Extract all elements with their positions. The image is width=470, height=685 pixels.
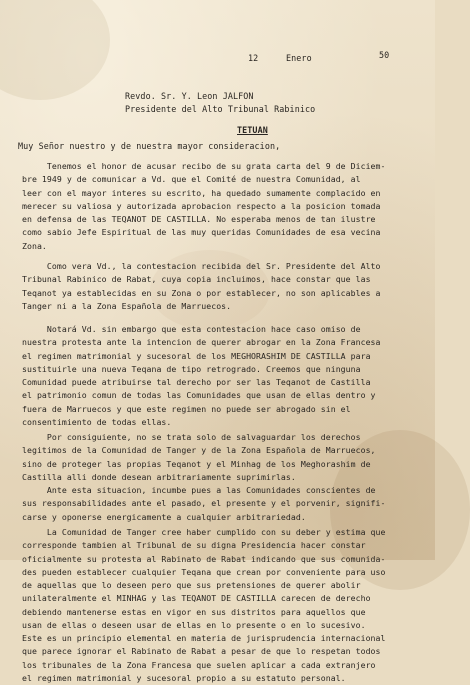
text-line: Comunidad puede atribuirse tal derecho por ser las Teqanot de Castilla	[22, 377, 371, 387]
text-line: el patrimonio comun de todas las Comunidades que usan de ellas dentro y	[22, 390, 376, 401]
text-line: legitimos de la Comunidad de Tanger y de la Zona Española de Marruecos,	[22, 445, 376, 456]
text-line: Castilla alli donde desean arbitrariamente suprimirlas.	[22, 471, 296, 482]
page-number: 50	[379, 50, 390, 60]
text-line: Notará Vd. sin embargo que esta contestacion hace caso omiso de	[22, 324, 361, 334]
paragraph-acknowledgement	[22, 160, 414, 253]
text-line: Teqanot ya establecidas en su Zona o por establecer, no son aplicables a	[22, 287, 381, 298]
text-line: La Comunidad de Tanger cree haber cumplido con su deber y estima que	[22, 527, 386, 537]
text-line: consentimiento de todas ellas.	[22, 416, 172, 427]
text-line: Ante esta situacion, incumbe pues a las Comunidades conscientes de	[22, 485, 376, 495]
paragraph-consequence	[22, 431, 414, 484]
text-line: como sabio Jefe Espiritual de las muy queridas Comunidades de esa vecina	[22, 227, 381, 238]
addressee-name: Revdo. Sr. Y. Leon JALFON	[125, 91, 254, 101]
text-line: en defensa de las TEQANOT DE CASTILLA. No esperaba menos de tan ilustre	[22, 214, 376, 224]
text-line: el regimen matrimonial y sucesoral de los MEGHORASHIM DE CASTILLA para	[22, 350, 371, 361]
text-line: Este es un principio elemental en materia de jurisprudencia internacional	[22, 633, 386, 643]
text-line: de aquellas que lo deseen pero que sus pretensiones de querer abolir	[22, 580, 361, 590]
text-line: fuera de Marruecos y que este regimen no puede ser abrogado sin el	[22, 403, 351, 414]
text-line: merecer su valiosa y autorizada aprobacion respecto a la posicion tomada	[22, 200, 381, 211]
text-line: que parece ignorar el Rabinato de Rabat a pesar de que lo respetan todos	[22, 646, 381, 657]
addressee-title: Presidente del Alto Tribunal Rabinico	[125, 104, 316, 114]
text-line: Tanger ni a la Zona Española de Marruecos.	[22, 300, 232, 311]
text-line: des pueden establecer cualquier Teqana que crean por conveniente para uso	[22, 566, 386, 577]
text-line: carse y oponerse energicamente a cualquier arbitrariedad.	[22, 511, 306, 522]
paragraph-rabat-reply	[22, 260, 414, 313]
text-line: nuestra protesta ante la intencion de querer abrogar en la Zona Francesa	[22, 337, 381, 348]
text-line: sus responsabilidades ante el pasado, el presente y el porvenir, signifi-	[22, 498, 386, 509]
text-line: Tenemos el honor de acusar recibo de su grata carta del 9 de Diciem-	[22, 161, 386, 171]
paragraph-responsibility	[22, 484, 414, 524]
text-line: debiendo mantenerse estas en vigor en sus distritos para aquellos que	[22, 606, 366, 617]
text-line: leer con el mayor interes su escrito, ha quedado sumamente complacido en	[22, 187, 381, 198]
date-month: Enero	[286, 53, 312, 63]
text-line: Zona.	[22, 240, 47, 251]
paragraph-protest	[22, 323, 414, 429]
date-day: 12	[248, 53, 259, 63]
text-line: oficialmente su protesta al Rabinato de Rabat indicando que sus comunida-	[22, 553, 386, 564]
paragraph-tanger-duty	[22, 526, 414, 685]
text-line: bre 1949 y de comunicar a Vd. que el Comité de nuestra Comunidad, al	[22, 174, 361, 185]
addressee-city: TETUAN	[237, 125, 268, 135]
text-line: el regimen matrimonial y sucesoral propio a su estatuto personal.	[22, 672, 346, 683]
text-line: unilateralmente el MINHAG y las TEQANOT DE CASTILLA carecen de derecho	[22, 593, 371, 604]
salutation: Muy Señor nuestro y de nuestra mayor consideracion,	[18, 141, 281, 151]
text-line: los tribunales de la Zona Francesa que suelen aplicar a cada extranjero	[22, 659, 376, 670]
text-line: Por consiguiente, no se trata solo de salvaguardar los derechos	[22, 432, 361, 442]
text-line: sino de proteger las propias Teqanot y el Minhag de los Meghorashim de	[22, 458, 371, 469]
text-line: sustituirle una nueva Teqana de tipo retrogrado. Creemos que ninguna	[22, 363, 361, 374]
paper-stain	[0, 0, 110, 100]
text-line: corresponde tambien al Tribunal de su digna Presidencia hacer constar	[22, 540, 366, 551]
text-line: usan de ellas o deseen usar de ellas en lo presente o en lo sucesivo.	[22, 619, 366, 630]
text-line: Como vera Vd., la contestacion recibida del Sr. Presidente del Alto	[22, 261, 381, 271]
text-line: Tribunal Rabinico de Rabat, cuya copia incluimos, hace constar que las	[22, 274, 371, 285]
